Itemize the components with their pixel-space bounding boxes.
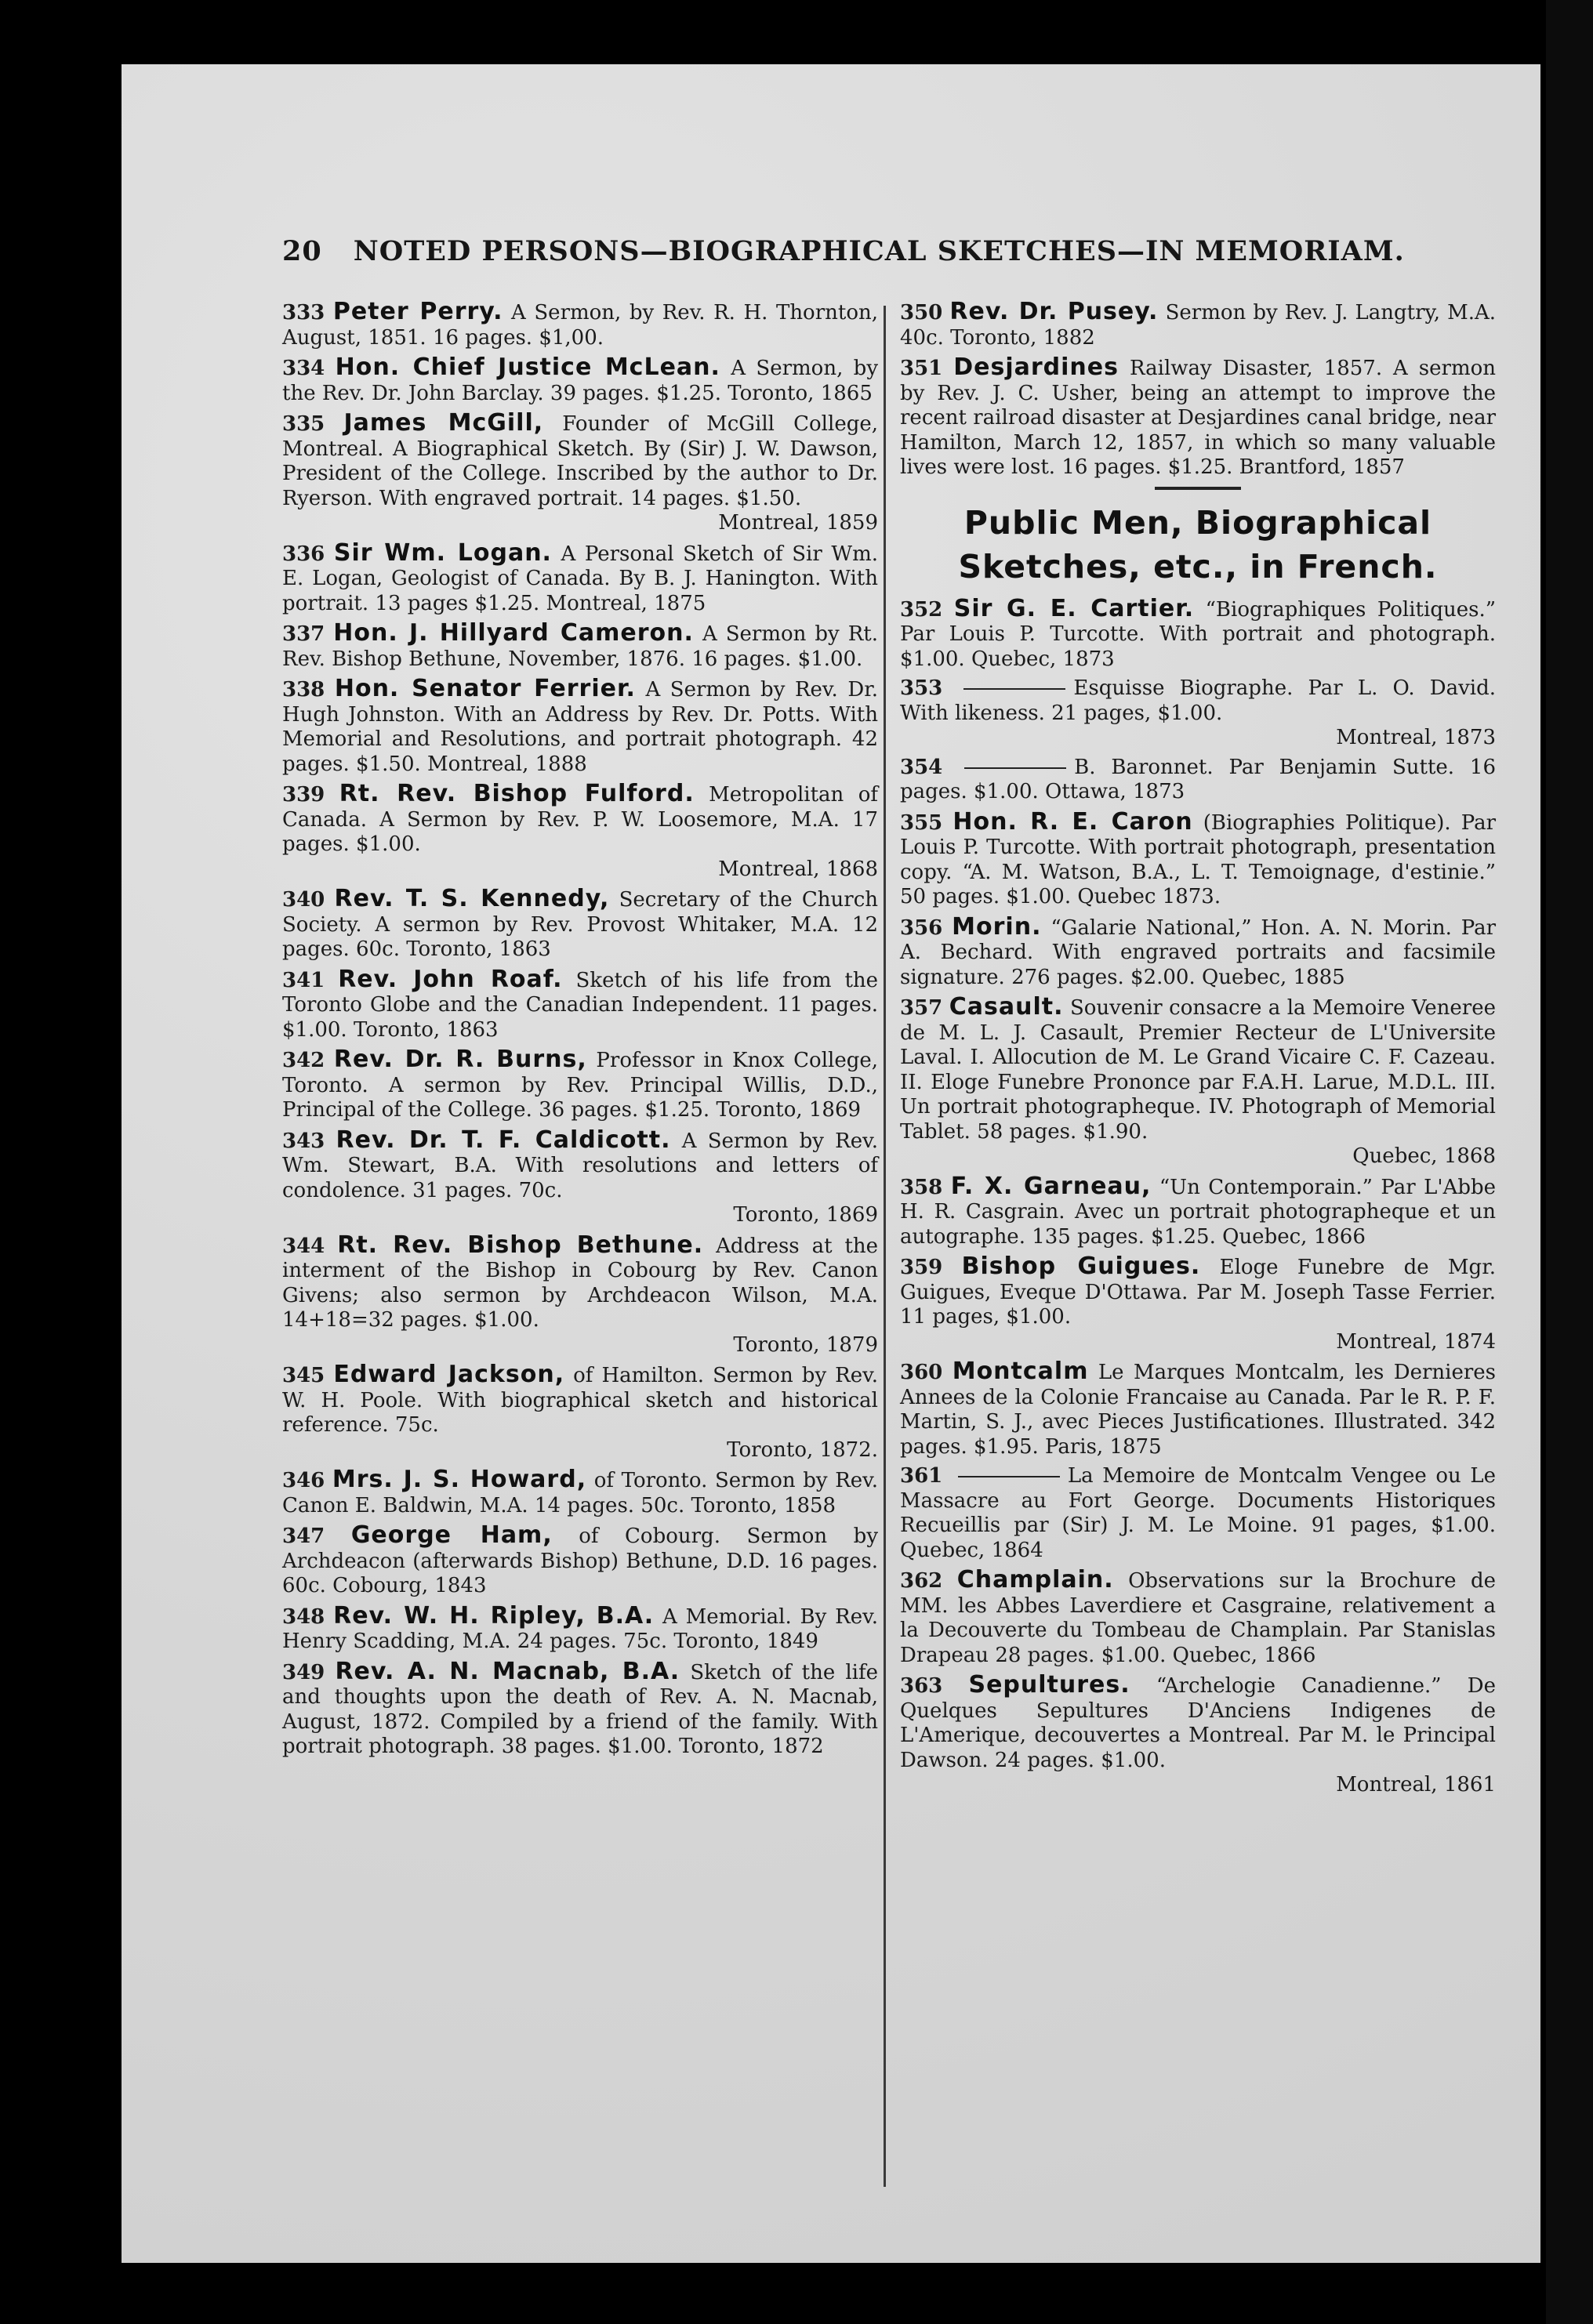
entry-subject: Hon. J. Hillyard Cameron. — [333, 619, 694, 647]
entry-imprint: Toronto, 1869 — [733, 1203, 878, 1227]
entry-number: 345 — [282, 1364, 325, 1387]
entry-subject: Morin. — [952, 912, 1042, 941]
entry-subject: Edward Jackson, — [333, 1361, 565, 1388]
entry-subject: Sir Wm. Logan. — [333, 538, 552, 567]
entry-subject: Montcalm — [952, 1358, 1089, 1385]
catalog-entry — [282, 781, 878, 882]
catalog-entry — [282, 411, 878, 536]
catalog-entry — [282, 1523, 878, 1599]
entry-description: Sketch of the life and thoughts upon the death of Rev. A. N. Macnab, August, 1872. Compiled by a friend of the family. With portrait photograph. 38 pages. $1.00. Toronto, 1872 — [282, 1660, 879, 1758]
entry-number: 352 — [900, 597, 943, 622]
section-rule — [1155, 487, 1241, 490]
right-column-top-entries — [900, 299, 1496, 480]
entry-imprint: Montreal, 1859 — [718, 511, 878, 535]
catalog-entry — [282, 1659, 878, 1760]
entry-description: Esquisse Biographe. Par L. O. David. With likeness. 21 pages, $1.00. — [900, 676, 1496, 725]
entry-number: 356 — [900, 915, 943, 940]
catalog-entry — [900, 355, 1496, 480]
entry-description: A Sermon by Rev. Dr. Hugh Johnston. With an Address by Rev. Dr. Potts. With Memorial and Resolutions, and portrait photograph. 42 pages. $1.50. Montreal, 1888 — [282, 678, 879, 776]
entry-description: A Sermon, by the Rev. Dr. John Barclay. 39 pages. $1.25. Toronto, 1865 — [282, 357, 879, 405]
ditto-dash — [958, 1476, 1060, 1477]
catalog-entry — [282, 1128, 878, 1228]
entry-number: 363 — [900, 1674, 943, 1698]
entry-subject: Casault. — [949, 993, 1064, 1021]
entry-description: Founder of McGill College, Montreal. A Biographical Sketch. By (Sir) J. W. Dawson, President of the College. Inscribed by the author to Dr. Ryerson. With engraved portrait. 14 pages. $1.50. — [282, 412, 878, 510]
catalog-entry — [282, 1601, 879, 1655]
catalog-entry — [900, 807, 1497, 910]
entry-description: Metropolitan of Canada. A Sermon by Rev. P. W. Loosemore, M.A. 17 pages. $1.00. — [282, 783, 878, 856]
entry-number: 359 — [900, 1256, 943, 1279]
catalog-entry — [900, 912, 1496, 991]
entry-subject: Rev. Dr. R. Burns, — [333, 1046, 587, 1073]
entry-number: 341 — [282, 968, 325, 992]
entry-number: 342 — [282, 1049, 325, 1072]
catalog-entry — [282, 621, 878, 672]
entry-number: 350 — [900, 301, 943, 324]
catalog-entry — [282, 1467, 878, 1518]
entry-number: 337 — [282, 622, 325, 646]
entry-number: 357 — [900, 996, 943, 1020]
entry-subject: Sepultures. — [968, 1671, 1130, 1699]
entry-description: Sketch of his life from the Toronto Globe and the Canadian Independent. 11 pages. $1.00. Toronto, 1863 — [282, 968, 879, 1042]
entry-imprint: Montreal, 1873 — [1336, 726, 1496, 749]
entry-number: 344 — [282, 1234, 325, 1258]
page-number: 20 — [282, 235, 322, 267]
entry-number: 334 — [282, 357, 325, 380]
entry-subject: Desjardines — [953, 353, 1119, 381]
catalog-entry — [900, 1568, 1496, 1668]
catalog-entry — [900, 1174, 1496, 1250]
catalog-entry — [900, 1359, 1496, 1459]
entry-description: of Hamilton. Sermon by Rev. W. H. Poole. With biographical sketch and historical reference. 75c. — [282, 1364, 879, 1437]
running-header — [282, 235, 1505, 274]
entry-description: Address at the interment of the Bishop in Cobourg by Rev. Canon Givens; also sermon by Archdeacon Wilson, M.A. 14+18=32 pages. $1.00. — [282, 1234, 879, 1332]
entry-subject: F. X. Garneau, — [950, 1172, 1152, 1200]
entry-imprint: Toronto, 1879 — [733, 1332, 878, 1357]
entry-number: 351 — [900, 357, 943, 380]
entry-subject: Champlain. — [956, 1566, 1114, 1593]
entry-description: of Toronto. Sermon by Rev. Canon E. Baldwin, M.A. 14 pages. 50c. Toronto, 1858 — [282, 1469, 879, 1517]
catalog-entry — [282, 967, 878, 1043]
entry-subject: Rev. W. H. Ripley, B.A. — [333, 1601, 655, 1630]
entry-number: 349 — [282, 1660, 325, 1684]
column-divider — [884, 306, 886, 2187]
catalog-entry — [900, 756, 1496, 805]
entry-description: of Cobourg. Sermon by Archdeacon (afterwards Bishop) Bethune, D.D. 16 pages. 60c. Cobourg, 1843 — [282, 1525, 879, 1597]
entry-subject: Rev. A. N. Macnab, B.A. — [335, 1657, 680, 1685]
entry-subject: Rev. Dr. T. F. Caldicott. — [336, 1126, 671, 1154]
entry-subject: Rt. Rev. Bishop Bethune. — [337, 1231, 704, 1259]
catalog-entry — [900, 1464, 1496, 1563]
entry-description: Eloge Funebre de Mgr. Guigues, Eveque D'Ottawa. Par M. Joseph Tasse Ferrier. 11 pages, $1.00. — [900, 1256, 1497, 1329]
entry-number: 361 — [900, 1464, 943, 1488]
catalog-entry — [282, 1362, 878, 1463]
ditto-dash — [963, 688, 1065, 690]
entry-subject: Rev. Dr. Pusey. — [949, 298, 1159, 325]
entry-description: “Biographiques Politiques.” Par Louis P. Turcotte. With portrait and photograph. $1.00. Quebec, 1873 — [900, 597, 1497, 671]
entry-number: 336 — [282, 542, 325, 566]
catalog-entry — [900, 1673, 1496, 1798]
entry-subject: Rev. John Roaf. — [338, 965, 563, 993]
right-column-bottom-entries — [900, 596, 1496, 1798]
entry-subject: Rt. Rev. Bishop Fulford. — [339, 780, 695, 807]
entry-description: Souvenir consacre a la Memoire Veneree de M. L. J. Casault, Premier Recteur de L'Universite Laval. I. Allocution de M. Le Grand Vicaire C. F. Cazeau. II. Eloge Funebre Prononce par F.A.H. Larue, M.D.L. III. Un portrait photographeque. IV. Photograph of Memorial Tablet. 58 pages. $1.90. — [900, 996, 1497, 1144]
running-head-title: NOTED PERSONS—BIOGRAPHICAL SKETCHES—IN MEMORIAM. — [353, 235, 1405, 267]
entry-description: La Memoire de Montcalm Vengee ou Le Massacre au Fort George. Documents Historiques Recueillis par (Sir) J. M. Le Moine. 91 pages, $1.00. Quebec, 1864 — [900, 1464, 1497, 1562]
entry-number: 333 — [282, 301, 325, 324]
entry-description: Observations sur la Brochure de MM. les Abbes Laverdiere et Casgraine, relativement a la Decouverte du Tombeau de Champlain. Par Stanislas Drapeau 28 pages. $1.00. Quebec, 1866 — [900, 1569, 1497, 1667]
entry-subject: James McGill, — [343, 409, 544, 437]
entry-description: A Sermon by Rt. Rev. Bishop Bethune, November, 1876. 16 pages. $1.00. — [282, 622, 879, 671]
catalog-entry — [900, 596, 1496, 673]
entry-number: 338 — [282, 678, 325, 702]
entry-subject: Bishop Guigues. — [961, 1253, 1201, 1280]
left-column — [282, 299, 878, 1764]
catalog-entry — [282, 1233, 878, 1358]
catalog-entry — [282, 676, 878, 777]
catalog-entry — [282, 538, 878, 617]
catalog-entry — [900, 676, 1496, 751]
entry-description: Professor in Knox College, Toronto. A sermon by Rev. Principal Willis, D.D., Principal of the College. 36 pages. $1.25. Toronto, 1869 — [282, 1049, 879, 1122]
entry-imprint: Quebec, 1868 — [1352, 1144, 1496, 1168]
catalog-entry — [282, 1047, 878, 1123]
entry-description: A Sermon by Rev. Wm. Stewart, B.A. With resolutions and letters of condolence. 31 pages. 70c. — [282, 1129, 879, 1202]
entry-subject: George Ham, — [350, 1521, 553, 1549]
entry-number: 348 — [282, 1604, 325, 1629]
entry-description: A Personal Sketch of Sir Wm. E. Logan, Geologist of Canada. By B. J. Hanington. With portrait. 13 pages $1.25. Montreal, 1875 — [282, 542, 878, 615]
right-column — [900, 299, 1496, 1803]
entry-number: 354 — [900, 755, 943, 779]
entry-number: 347 — [282, 1525, 325, 1548]
entry-number: 339 — [282, 783, 325, 807]
catalog-entry — [900, 995, 1496, 1169]
catalog-entry — [900, 299, 1496, 350]
catalog-entry — [282, 886, 878, 963]
entry-description: “Galarie National,” Hon. A. N. Morin. Par A. Bechard. With engraved portraits and facsimile signature. 276 pages. $2.00. Quebec, 1885 — [900, 915, 1496, 989]
entry-description: Railway Disaster, 1857. A sermon by Rev. J. C. Usher, being an attempt to improve the recent railroad disaster at Desjardines canal bridge, near Hamilton, March 12, 1857, in which so many valuable lives were lost. 16 pages. $1.25. Brantford, 1857 — [900, 357, 1497, 479]
entry-imprint: Montreal, 1868 — [718, 857, 878, 881]
entry-imprint: Montreal, 1861 — [1336, 1773, 1496, 1796]
entry-subject: Hon. R. E. Caron — [953, 807, 1193, 836]
entry-description: “Un Contemporain.” Par L'Abbe H. R. Casgrain. Avec un portrait photographeque et un autographe. 135 pages. $1.25. Quebec, 1866 — [900, 1175, 1496, 1249]
entry-number: 335 — [282, 412, 325, 436]
entry-description: B. Baronnet. Par Benjamin Sutte. 16 pages. $1.00. Ottawa, 1873 — [900, 755, 1497, 803]
entry-subject: Peter Perry. — [332, 298, 503, 325]
section-heading: Public Men, Biographical Sketches, etc., in French. — [958, 503, 1438, 586]
entry-description: “Archelogie Canadienne.” De Quelques Sepultures D'Anciens Indigenes de L'Amerique, decouvertes a Montreal. Par M. le Principal Dawson. 24 pages. $1.00. — [900, 1674, 1496, 1772]
entry-subject: Sir G. E. Cartier. — [953, 594, 1195, 622]
catalog-entry — [282, 299, 878, 350]
entry-subject: Hon. Senator Ferrier. — [334, 675, 636, 702]
entry-description: Le Marques Montcalm, les Dernieres Annees de la Colonie Francaise au Canada. Par le R. P. F. Martin, S. J., avec Pieces Justificationes. Illustrated. 342 pages. $1.95. Paris, 1875 — [900, 1361, 1497, 1459]
entry-subject: Hon. Chief Justice McLean. — [335, 353, 720, 381]
entry-description: A Sermon, by Rev. R. H. Thornton, August, 1851. 16 pages. $1,00. — [282, 301, 879, 350]
entry-subject: Mrs. J. S. Howard, — [332, 1466, 587, 1493]
entry-number: 360 — [900, 1361, 943, 1384]
entry-description: (Biographies Politique). Par Louis P. Turcotte. With portrait photograph, presentation copy. “A. M. Watson, B.A., L. T. Temoignage, d'estinie.” 50 pages. $1.00. Quebec 1873. — [900, 810, 1497, 908]
entry-description: Secretary of the Church Society. A sermon by Rev. Provost Whitaker, M.A. 12 pages. 60c. Toronto, 1863 — [282, 888, 878, 961]
entry-number: 343 — [282, 1129, 325, 1153]
ditto-dash — [964, 767, 1066, 769]
entry-number: 353 — [900, 676, 943, 700]
entry-number: 358 — [900, 1175, 943, 1199]
entry-number: 346 — [282, 1469, 325, 1492]
catalog-entry — [282, 355, 878, 406]
entry-description: Sermon by Rev. J. Langtry, M.A. 40c. Toronto, 1882 — [900, 301, 1497, 350]
entry-number: 362 — [900, 1569, 943, 1593]
catalog-entry — [900, 1254, 1496, 1354]
entry-subject: Rev. T. S. Kennedy, — [334, 885, 610, 912]
entry-number: 355 — [900, 810, 943, 835]
entry-number: 340 — [282, 888, 325, 912]
entry-imprint: Toronto, 1872. — [727, 1438, 878, 1462]
scan-edge — [1546, 0, 1593, 2324]
entry-imprint: Montreal, 1874 — [1336, 1329, 1496, 1354]
entry-description: A Memorial. By Rev. Henry Scadding, M.A. 24 pages. 75c. Toronto, 1849 — [282, 1604, 879, 1653]
